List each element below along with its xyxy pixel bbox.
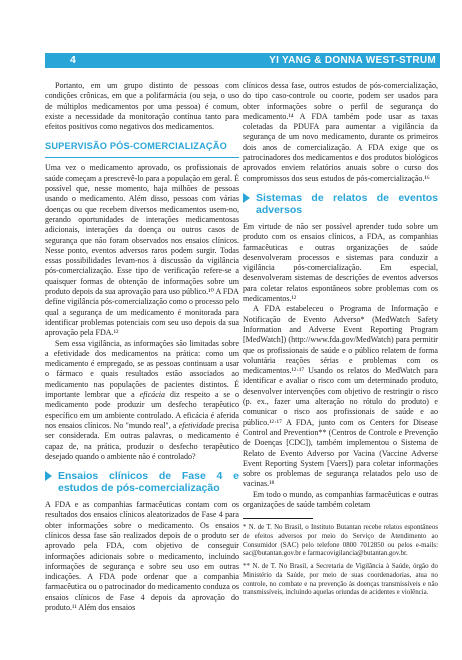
paragraph: A FDA estabeleceu o Programa de Informação e Notificação de Evento Adverso* (MedWatch Safety Information and Adverse Event Reporting Program [MedWatch]) (http://www.fda.gov/MedWatch) para permitir que os profissionais de saúde e o público relatem de forma voluntária reações sérias e problemas com os medicamentos.¹²·¹⁷ Usando os relatos do MedWatch para identificar e avaliar o risco com um determinado produto, desenvolver intervenções com objetivo de restringir o risco (p. ex., fazer uma alteração no rótulo do produto) e comunicar o risco aos profissionais de saúde e ao público.¹²·¹⁷ A FDA, junto com os Centers for Disease Control and Prevention** (Centros de Controle e Prevenção de Doenças [CDC]), também implementou o Sistema de Relato de Evento Adverso por Vacina (Vaccine Adverse Event Reporting System [Vaers]) para coletar informações sobre os problemas de segurança relatados pelo uso de vacinas.¹⁸ <box>243 304 438 489</box>
triangle-bullet-icon <box>45 471 52 481</box>
paragraph: A FDA e as companhias farmacêuticas contam com os resultados dos ensaios clínicos aleatorizados de Fase 4 para obter informações sobre o medicamento. Os ensaios clínicos dessa fase são realizados depois de o produto ser aprovado pela FDA, com objetivo de conseguir informações adicionais sobre o medicamento, incluindo informações de segurança e sobre seu uso em outras indicações. A FDA pode ordenar que a companhia farmacêutica ou o patrocinador do medicamento conduza os ensaios clínicos de Fase 4 depois da aprovação do produto.¹¹ Além dos ensaios <box>45 500 239 613</box>
paragraph: Em todo o mundo, as companhias farmacêuticas e outras organizações de saúde também coletam <box>243 489 438 509</box>
subsection-heading <box>243 192 438 216</box>
paragraph <box>45 339 239 463</box>
section-rule <box>45 157 239 158</box>
subsection-heading <box>45 470 239 494</box>
left-column <box>45 81 239 613</box>
triangle-bullet-icon <box>243 193 250 203</box>
subsection-title: Sistemas de relatos de eventos adversos <box>256 191 438 216</box>
text-run: Sem essa vigilância, as informações são limitadas sobre a efetividade dos medicamentos na prática: como um medicamento é empregado, se as pessoas continuam a usar o fármaco e quais resultados estão associados ao medicamento nas populações de pacientes distintos. É importante lembrar que a <box>45 338 239 400</box>
right-column <box>243 81 438 602</box>
footnote: * N. de T. No Brasil, o Instituto Butantan recebe relatos espontâneos de efeitos adversos por meio do Serviço de Atendimento ao Consumidor (SAC) pelo telefone 0800 7012850 ou pelos e-mails: sac@butantan.gov.br e farmacovigilancia@butantan.gov.br. <box>243 524 438 558</box>
emphasis-efficacy: eficácia <box>139 390 166 400</box>
footnote-rule <box>243 518 313 519</box>
subsection-title: Ensaios clínicos de Fase 4 e estudos de pós-comercialização <box>58 470 239 495</box>
paragraph: Em virtude de não ser possível aprender tudo sobre um produto com os ensaios clínicos, a FDA, as companhias farmacêuticas e outras organizações de saúde desenvolveram processos e sistemas para conduzir a vigilância pós-comercialização. Em especial, desenvolveram sistemas de descrições de eventos adversos para coletar relatos espontâneos sobre problemas com os medicamentos.¹² <box>243 221 438 304</box>
page-number: 4 <box>70 54 76 66</box>
paragraph: Portanto, em um grupo distinto de pessoas com condições crônicas, em que a polifarmácia (ou seja, o uso de múltiplos medicamentos por uma pessoa) é comum, existe a necessidade da monitoração contínua tanto para efeitos positivos como negativos dos medicamentos. <box>45 81 239 132</box>
paragraph: clínicos dessa fase, outros estudos de pós-comercialização, do tipo caso-controle ou coorte, podem ser usados para obter informações sobre o perfil de segurança do medicamento.¹⁴ A FDA também pode usar as taxas coletadas da PDUFA para aumentar a vigilância da segurança de um novo medicamento, durante os primeiros dois anos de comercialização. A FDA exige que os patrocinadores dos medicamentos e dos produtos biológicos aprovados enviem relatórios anuais sobre o curso dos compromissos dos seus estudos de pós-comercialização.¹⁶ <box>243 81 438 183</box>
running-head: YI YANG & DONNA WEST-STRUM <box>269 55 436 66</box>
emphasis-effectiveness: efetividade <box>178 420 215 430</box>
paragraph: Uma vez o medicamento aprovado, os profissionais de saúde começam a prescrevê-lo para a população em geral. É possível que, nesse momento, haja milhões de pessoas usando o medicamento. Além disso, pessoas com várias doenças ou que recebem diversos medicamentos usem-no, gerando oportunidades de interações medicamentosas adicionais, interações da doença ou outros casos de segurança que não foram observados nos ensaios clínicos. Nesse ponto, eventos adversos raros podem surgir. Todas essas possibilidades levam-nos à discussão da vigilância pós-comercialização. Esse tipo de verificação refere-se a quaisquer formas de obtenção de informações sobre um produto depois da sua aprovação para uso público.¹⁰ A FDA define vigilância pós-comercialização como o processo pelo qual a segurança de um medicamento é monitorada para identificar problemas potenciais com seu uso depois da sua aprovação pela FDA.¹² <box>45 163 239 338</box>
section-heading: SUPERVISÃO PÓS-COMERCIALIZAÇÃO <box>45 141 227 152</box>
text-run: diz respeito a se o medicamento pode produzir um desfecho terapêutico específico em um ambiente controlado. A eficácia é aferida nos ensaios clínicos. No "mundo real", a <box>45 390 239 430</box>
footnote: ** N. de T. No Brasil, a Secretaria de Vigilância à Saúde, órgão do Ministério da Saúde, por meio de suas coordenadorias, atua no controle, no combate e na prevenção às doenças transmissíveis e não transmissíveis, incluindo aquelas oriundas de acidentes e violência. <box>243 563 438 597</box>
text-run: precisa ser considerada. Em outras palavras, o medicamento é capaz de, na prática, produzir o desfecho terapêutico desejado quando o ambiente não é controlado? <box>45 420 239 461</box>
